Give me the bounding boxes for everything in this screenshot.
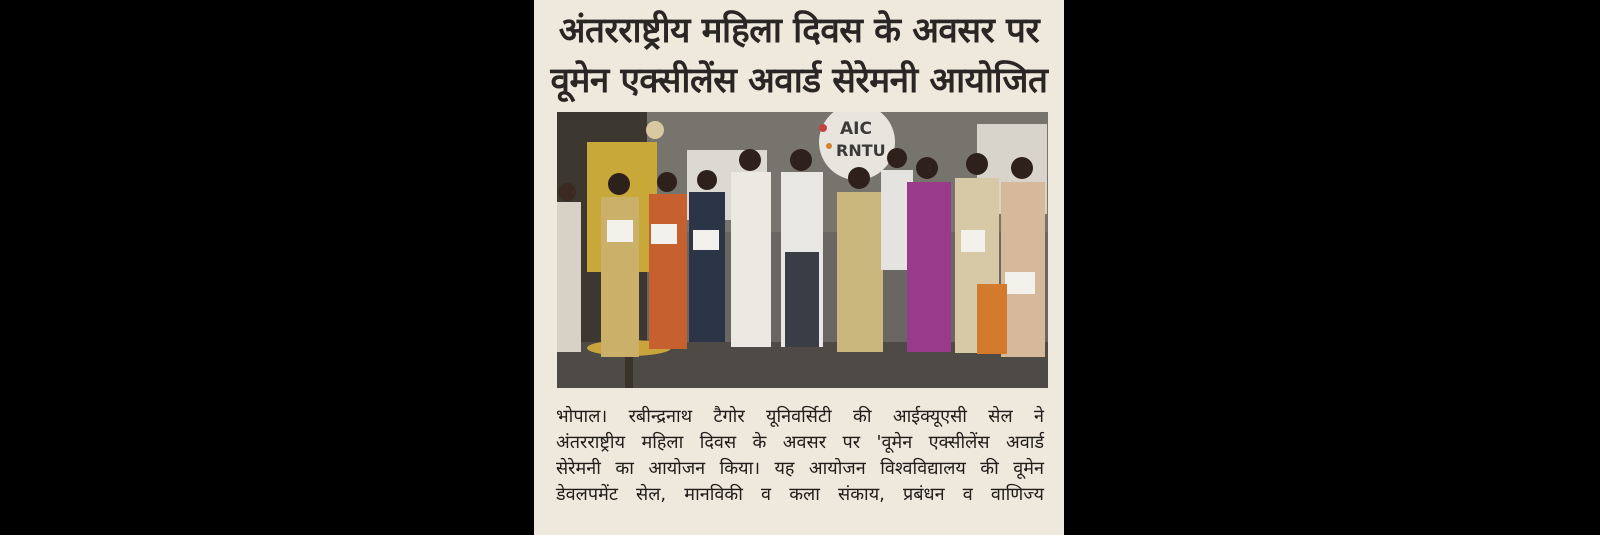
logo-text-aic: AIC <box>840 119 872 139</box>
event-photo <box>557 112 1048 388</box>
body-line-2: अंतरराष्ट्रीय महिला दिवस के अवसर पर 'वूमेन एक्सीलेंस अवार्ड <box>556 432 1044 453</box>
headline-line-2: वूमेन एक्सीलेंस अवार्ड सेरेमनी आयोजित <box>550 61 1048 101</box>
body-line-4: डेवलपमेंट सेल, मानविकी व कला संकाय, प्रबंधन व वाणिज्य <box>556 484 1044 505</box>
body-line-3: सेरेमनी का आयोजन किया। यह आयोजन विश्वविद्यालय की वूमेन <box>556 458 1044 479</box>
newspaper-clipping <box>534 0 1064 535</box>
event-photo-illustration <box>557 112 1048 388</box>
ceiling-lamp-icon <box>646 121 664 139</box>
headline-line-1: अंतरराष्ट्रीय महिला दिवस के अवसर पर <box>558 11 1040 51</box>
article-body <box>556 404 1044 508</box>
body-line-1: भोपाल। रबीन्द्रनाथ टैगोर यूनिवर्सिटी की आईक्यूएसी सेल ने <box>556 406 1044 427</box>
logo-text-rntu: RNTU <box>836 141 886 160</box>
